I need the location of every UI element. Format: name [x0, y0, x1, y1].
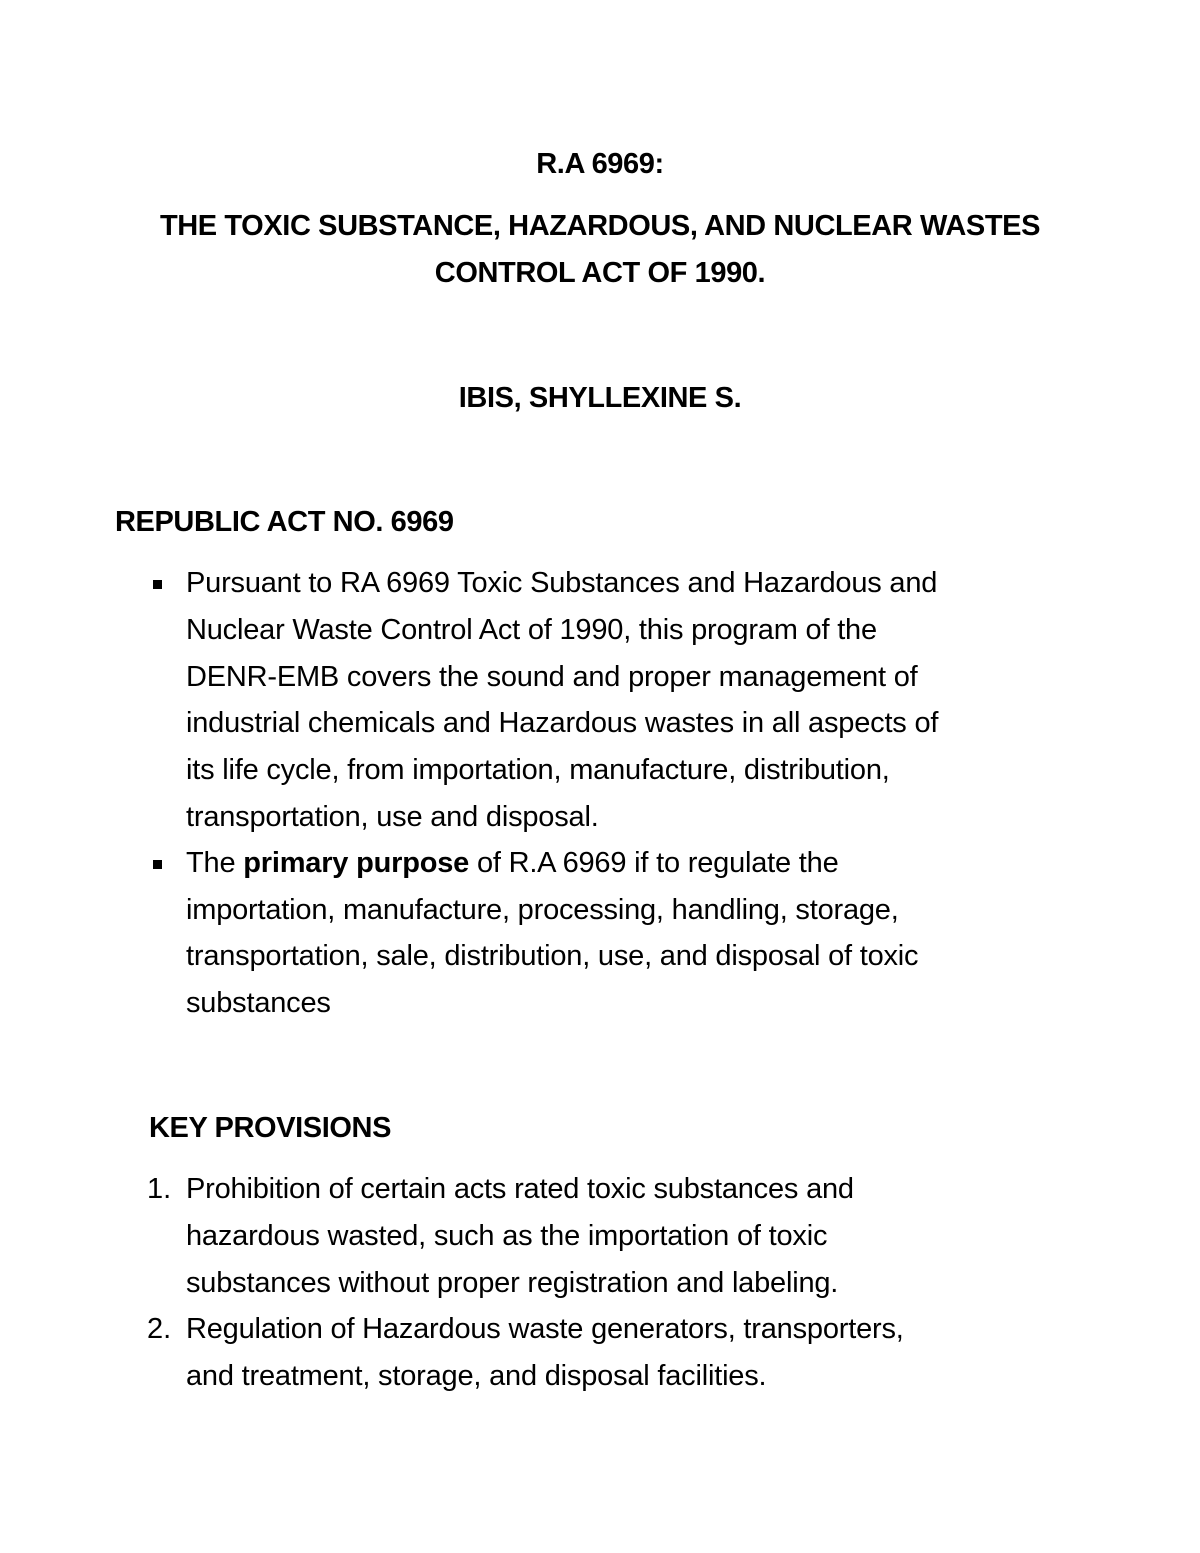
- bullet2-suffix: of R.A 6969 if to regulate the: [476, 847, 839, 879]
- republic-act-heading: REPUBLIC ACT NO. 6969: [115, 506, 454, 538]
- provision-line: substances without proper registration and labeling.: [186, 1267, 839, 1299]
- bullet1-line: its life cycle, from importation, manufacture, distribution,: [186, 754, 890, 786]
- provision-line: and treatment, storage, and disposal facilities.: [186, 1360, 767, 1392]
- provision-line: Prohibition of certain acts rated toxic substances and: [186, 1173, 854, 1205]
- bullet2-line: importation, manufacture, processing, handling, storage,: [186, 894, 899, 926]
- provision-line: Regulation of Hazardous waste generators, transporters,: [186, 1313, 904, 1345]
- act-title-line-2: CONTROL ACT OF 1990.: [434, 257, 766, 289]
- bullet-marker: [153, 860, 162, 869]
- act-title-line-1: THE TOXIC SUBSTANCE, HAZARDOUS, AND NUCLEAR WASTES: [159, 210, 1041, 242]
- provision-number: 2.: [147, 1313, 172, 1345]
- bullet2-prefix: The: [186, 847, 236, 879]
- bullet2-first-line: [186, 847, 839, 880]
- bullet1-line: DENR-EMB covers the sound and proper management of: [186, 661, 918, 693]
- provision-number: 1.: [147, 1173, 172, 1205]
- bullet1-line: industrial chemicals and Hazardous wastes in all aspects of: [186, 707, 939, 739]
- bullet2-line: transportation, sale, distribution, use, and disposal of toxic: [186, 940, 919, 972]
- author-name: IBIS, SHYLLEXINE S.: [458, 382, 742, 414]
- bullet1-line: transportation, use and disposal.: [186, 801, 599, 833]
- bullet-marker: [153, 580, 162, 589]
- code-title: R.A 6969:: [536, 148, 664, 180]
- provision-line: hazardous wasted, such as the importation of toxic: [186, 1220, 828, 1252]
- bullet2-line: substances: [186, 987, 331, 1019]
- key-provisions-heading: KEY PROVISIONS: [149, 1112, 392, 1144]
- bullet1-line: Nuclear Waste Control Act of 1990, this program of the: [186, 614, 877, 646]
- primary-purpose-emphasis: primary purpose: [243, 847, 470, 879]
- bullet1-line: Pursuant to RA 6969 Toxic Substances and Hazardous and: [186, 567, 938, 599]
